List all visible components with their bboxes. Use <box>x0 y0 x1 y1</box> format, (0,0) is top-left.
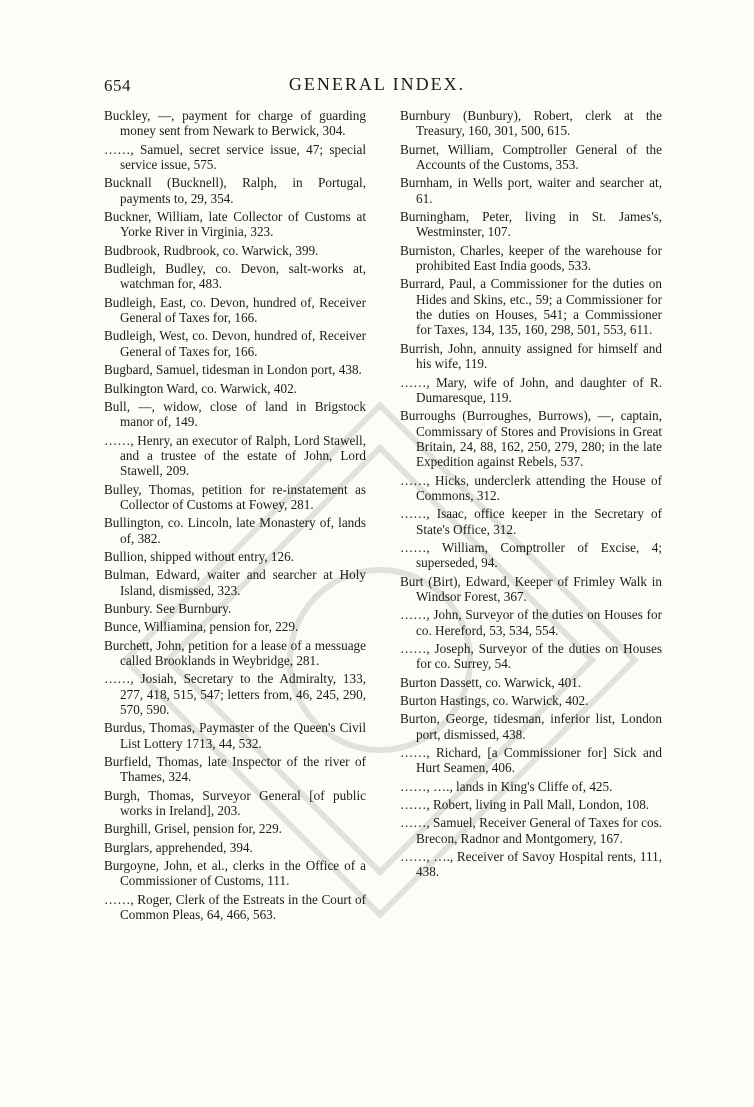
index-entry: Burnham, in Wells port, waiter and searcher at, 61. <box>400 175 662 206</box>
index-entry: ……, …., lands in King's Cliffe of, 425. <box>400 778 613 794</box>
index-entry: Bunbury. See Burnbury. <box>104 600 232 616</box>
index-entry: Budleigh, West, co. Devon, hundred of, Receiver General of Taxes for, 166. <box>104 328 366 359</box>
index-entry: Budleigh, East, co. Devon, hundred of, Receiver General of Taxes for, 166. <box>104 294 366 326</box>
page-header <box>0 70 754 100</box>
index-entry: Burdus, Thomas, Paymaster of the Queen's Civil List Lottery 1713, 44, 532. <box>104 720 366 751</box>
page-number: 654 <box>104 76 131 95</box>
index-entry: Budleigh, Budley, co. Devon, salt-works at, watchman for, 483. <box>104 261 366 292</box>
index-entry: ……, Henry, an executor of Ralph, Lord Stawell, and a trustee of the estate of John, Lord Stawell, 209. <box>104 432 366 479</box>
index-entry: ……, …., Receiver of Savoy Hospital rents, 111, 438. <box>400 849 662 880</box>
index-entry: ……, Richard, [a Commissioner for] Sick and Hurt Seamen, 406. <box>400 745 662 776</box>
index-entry: Burrard, Paul, a Commissioner for the duties on Hides and Skins, etc., 59; a Commissioner for the duties on Houses, 541; a Commissioner for Taxes, 134, 135, 160, 298, 501, 553, 611. <box>400 276 662 338</box>
index-entry: Burningham, Peter, living in St. James's, Westminster, 107. <box>400 209 662 240</box>
index-entry: Burroughs (Burroughes, Burrows), —, captain, Commissary of Stores and Provisions in Great Britain, 24, 88, 162, 250, 279, 280; in the late Expedition against Rebels, 537. <box>400 408 662 470</box>
index-entry: ……, John, Surveyor of the duties on Houses for co. Hereford, 53, 534, 554. <box>400 607 662 638</box>
index-entry: Burrish, John, annuity assigned for himself and his wife, 119. <box>400 340 662 372</box>
index-entry: Bull, —, widow, close of land in Brigstock manor of, 149. <box>104 398 366 430</box>
index-entry: Bugbard, Samuel, tidesman in London port, 438. <box>104 362 362 378</box>
index-entry: ……, Joseph, Surveyor of the duties on Houses for co. Surrey, 54. <box>400 641 662 672</box>
index-entry: Bulman, Edward, waiter and searcher at Holy Island, dismissed, 323. <box>104 567 366 598</box>
index-entry: ……, Mary, wife of John, and daughter of R. Dumaresque, 119. <box>400 374 662 405</box>
index-entry: Bucknall (Bucknell), Ralph, in Portugal, payments to, 29, 354. <box>104 175 366 206</box>
index-entry: Bullion, shipped without entry, 126. <box>104 548 294 564</box>
index-entry: Bullington, co. Lincoln, late Monastery of, lands of, 382. <box>104 515 366 546</box>
index-entry: Bulley, Thomas, petition for re-instatement as Collector of Customs at Fowey, 281. <box>104 481 366 512</box>
index-entry: Buckley, —, payment for charge of guarding money sent from Newark to Berwick, 304. <box>104 108 366 139</box>
index-entry: ……, Hicks, underclerk attending the House of Commons, 312. <box>400 472 662 503</box>
page-title: GENERAL INDEX. <box>288 74 466 94</box>
index-entry: ……, Josiah, Secretary to the Admiralty, 133, 277, 418, 515, 547; letters from, 46, 245, 290, 570, 590. <box>104 671 366 718</box>
index-entry: Bunce, Williamina, pension for, 229. <box>104 619 299 635</box>
index-entry: Burghill, Grisel, pension for, 229. <box>104 821 282 837</box>
index-entry: Burglars, apprehended, 394. <box>104 839 253 855</box>
index-entry: ……, Samuel, secret service issue, 47; special service issue, 575. <box>104 141 366 173</box>
index-entry: ……, Robert, living in Pall Mall, London, 108. <box>400 797 650 813</box>
index-entry: Buckner, William, late Collector of Customs at Yorke River in Virginia, 323. <box>104 209 366 240</box>
index-entry: Burgh, Thomas, Surveyor General [of public works in Ireland], 203. <box>104 787 366 819</box>
index-entry: Burniston, Charles, keeper of the warehouse for prohibited East India goods, 533. <box>400 242 662 274</box>
index-entry: ……, Samuel, Receiver General of Taxes for cos. Brecon, Radnor and Montgomery, 167. <box>400 815 662 846</box>
index-entry: Burnbury (Bunbury), Robert, clerk at the Treasury, 160, 301, 500, 615. <box>400 108 662 139</box>
index-entry: Burchett, John, petition for a lease of a messuage called Brooklands in Weybridge, 281. <box>104 637 366 668</box>
index-entry: Bulkington Ward, co. Warwick, 402. <box>104 380 297 396</box>
index-column-right <box>400 108 662 883</box>
index-entry: ……, Isaac, office keeper in the Secretary of State's Office, 312. <box>400 506 662 537</box>
index-column-left <box>104 108 366 926</box>
index-entry: Budbrook, Rudbrook, co. Warwick, 399. <box>104 242 319 258</box>
index-entry: Burt (Birt), Edward, Keeper of Frimley Walk in Windsor Forest, 367. <box>400 573 662 604</box>
index-entry: Burton, George, tidesman, inferior list, London port, dismissed, 438. <box>400 711 662 742</box>
index-entry: ……, Roger, Clerk of the Estreats in the Court of Common Pleas, 64, 466, 563. <box>104 891 366 923</box>
index-entry: ……, William, Comptroller of Excise, 4; superseded, 94. <box>400 539 662 571</box>
index-entry: Burnet, William, Comptroller General of the Accounts of the Customs, 353. <box>400 141 662 173</box>
index-entry: Burgoyne, John, et al., clerks in the Office of a Commissioner of Customs, 111. <box>104 858 366 889</box>
index-entry: Burton Dassett, co. Warwick, 401. <box>400 674 582 690</box>
index-entry: Burfield, Thomas, late Inspector of the river of Thames, 324. <box>104 754 366 785</box>
index-entry: Burton Hastings, co. Warwick, 402. <box>400 693 589 709</box>
